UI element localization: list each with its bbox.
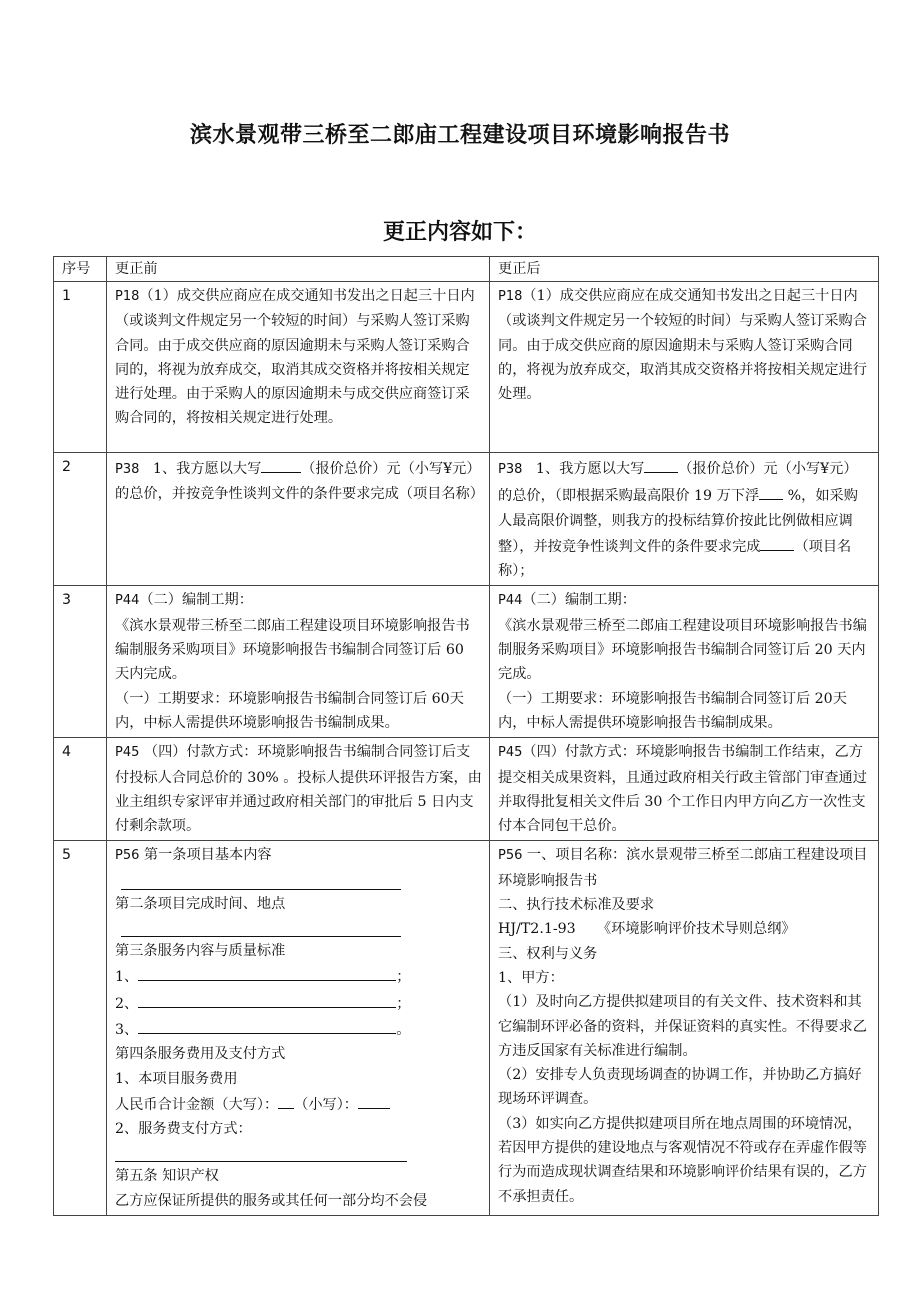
article-3: 第三条服务内容与质量标准	[115, 943, 286, 960]
item-3: 3、 。	[115, 1016, 482, 1042]
after-line-3: HJ/T2.1-93 《环境影响评价技术导则总纲》	[498, 921, 796, 938]
page-ref: P56	[498, 848, 523, 864]
after-line-3: （一）工期要求：环境影响报告书编制合同签订后 20天内，中标人需提供环境影响报告书编制成果。	[498, 690, 847, 731]
table-row	[54, 282, 879, 453]
before-text-1: 1、我方愿以大写	[152, 461, 262, 477]
header-number: 序号	[54, 257, 107, 282]
fee-item-2: 2、服务费支付方式：	[115, 1121, 252, 1138]
cell-after	[490, 841, 879, 1216]
cell-after	[490, 586, 879, 738]
after-line-2: 《滨水景观带三桥至二郎庙工程建设项目环境影响报告书编制服务采购项目》环境影响报告书编制合同签订后 20 天内完成。	[498, 617, 867, 683]
cell-after	[490, 453, 879, 586]
header-after: 更正后	[490, 257, 879, 282]
cell-after	[490, 738, 879, 841]
blank-line	[121, 869, 401, 890]
after-text-1: 1、我方愿以大写	[535, 461, 645, 477]
before-line-1: （二）编制工期：	[139, 592, 253, 609]
page-ref: P18	[498, 289, 523, 304]
row-number: 4	[54, 738, 107, 841]
row-number: 2	[54, 453, 107, 586]
after-text-3: %，如采购人最高限价调整，则我方的投标结算价按此比例做相应调整），并按竞争性谈判文件的条件要求完成	[498, 488, 858, 555]
article-5-text: 乙方应保证所提供的服务或其任何一部分均不会侵	[115, 1192, 428, 1209]
blank-line	[115, 1141, 407, 1162]
after-line-5: 1、甲方：	[498, 969, 564, 986]
correction-table	[53, 256, 879, 1216]
blank-line	[644, 455, 678, 473]
after-line-2: 二、执行技术标准及要求	[498, 897, 655, 914]
fee-item-1: 1、本项目服务费用	[115, 1070, 238, 1087]
page-ref: P44	[498, 593, 523, 609]
document-title: 滨水景观带三桥至二郎庙工程建设项目环境影响报告书	[189, 123, 730, 148]
cell-before	[107, 586, 490, 738]
page-ref: P38	[498, 462, 523, 477]
blank-line	[759, 482, 783, 500]
article-4: 第四条服务费用及支付方式	[115, 1046, 286, 1063]
page-ref: P38	[115, 462, 140, 477]
after-line-7: （2）安排专人负责现场调查的协调工作，并协助乙方搞好现场环评调查。	[498, 1067, 862, 1108]
article-1: 第一条项目基本内容	[139, 847, 272, 864]
table-row	[54, 586, 879, 738]
row-number: 1	[54, 282, 107, 453]
after-line-4: 三、权利与义务	[498, 945, 598, 962]
before-text: （1）成交供应商应在成交通知书发出之日起三十日内（或谈判文件规定另一个较短的时间）与采购人签订采购合同。由于成交供应商的原因逾期未与采购人签订采购合同的，将视为放弃成交，取消其成交资格并将按相关规定进行处理。由于采购人的原因逾期未与成交供应商签订采购合同的，将按相关规定进行处理。	[115, 288, 475, 427]
blank-line	[121, 916, 401, 937]
cell-before	[107, 453, 490, 586]
table-row	[54, 841, 879, 1216]
article-2: 第二条项目完成时间、地点	[115, 895, 286, 912]
blank-line	[760, 533, 794, 551]
cell-before	[107, 282, 490, 453]
after-line-1: 一、项目名称：滨水景观带三桥至二郎庙工程建设项目环境影响报告书	[498, 847, 868, 889]
after-text: （四）付款方式：环境影响报告书编制工作结束，乙方提交相关成果资料，且通过政府相关行政主管部门审查通过并取得批复相关文件后 30 个工作日内甲方向乙方一次性支付本合同包干总价。	[498, 744, 867, 835]
cell-after	[490, 282, 879, 453]
after-line-1: （二）编制工期：	[522, 592, 636, 609]
item-1: 1、 ；	[115, 963, 482, 989]
table-row	[54, 453, 879, 586]
page-ref: P56	[115, 848, 140, 864]
article-5: 第五条 知识产权	[115, 1168, 219, 1185]
before-line-3: （一）工期要求：环境影响报告书编制合同签订后 60天内，中标人需提供环境影响报告书编制成果。	[115, 690, 464, 731]
table-header-row	[54, 257, 879, 282]
before-text: （四）付款方式：环境影响报告书编制合同签订后支付投标人合同总价的 30% 。投标人提供环评报告方案，由业主组织专家评审并通过政府相关部门的审批后 5 日内支付剩余款项。	[115, 744, 482, 835]
after-text-2: （报价总价）元（小写¥元）的总价，（即根据采购最高限价 19 万下浮	[498, 461, 858, 505]
row-number: 5	[54, 841, 107, 1216]
after-text-4: （项目名称）；	[498, 538, 852, 580]
cell-before	[107, 738, 490, 841]
cell-before	[107, 841, 490, 1216]
after-line-8: （3）如实向乙方提供拟建项目所在地点周围的环境情况，若因甲方提供的建设地点与客观情况不符或存在弄虚作假等行为而造成现状调查结果和环境影响评价结果有误的，乙方不承担责任。	[498, 1115, 867, 1205]
before-line-2: 《滨水景观带三桥至二郎庙工程建设项目环境影响报告书编制服务采购项目》环境影响报告书编制合同签订后 60 天内完成。	[115, 617, 479, 683]
before-text-2: （报价总价）元（小写¥元）的总价，并按竞争性谈判文件的条件要求完成（项目名称）	[115, 461, 484, 503]
page-ref: P18	[115, 289, 140, 304]
page-ref: P45	[498, 745, 523, 761]
after-text: （1）成交供应商应在成交通知书发出之日起三十日内（或谈判文件规定另一个较短的时间）与采购人签订采购合同。由于成交供应商的原因逾期未与采购人签订采购合同的，将视为放弃成交，取消其成交资格并将按相关规定进行处理。	[498, 288, 867, 403]
blank-line	[261, 455, 301, 473]
page-ref: P45	[115, 745, 140, 761]
table-row	[54, 738, 879, 841]
header-before: 更正前	[107, 257, 490, 282]
item-2: 2、 ；	[115, 990, 482, 1016]
after-line-6: （1）及时向乙方提供拟建项目的有关文件、技术资料和其它编制环评必备的资料，并保证资料的真实性。不得要求乙方违反国家有关标准进行编制。	[498, 994, 867, 1059]
page-ref: P44	[115, 593, 140, 609]
row-number: 3	[54, 586, 107, 738]
document-subtitle: 更正内容如下：	[382, 220, 537, 245]
amount-line: 人民币合计金额（大写）： （小写）：	[115, 1091, 482, 1117]
